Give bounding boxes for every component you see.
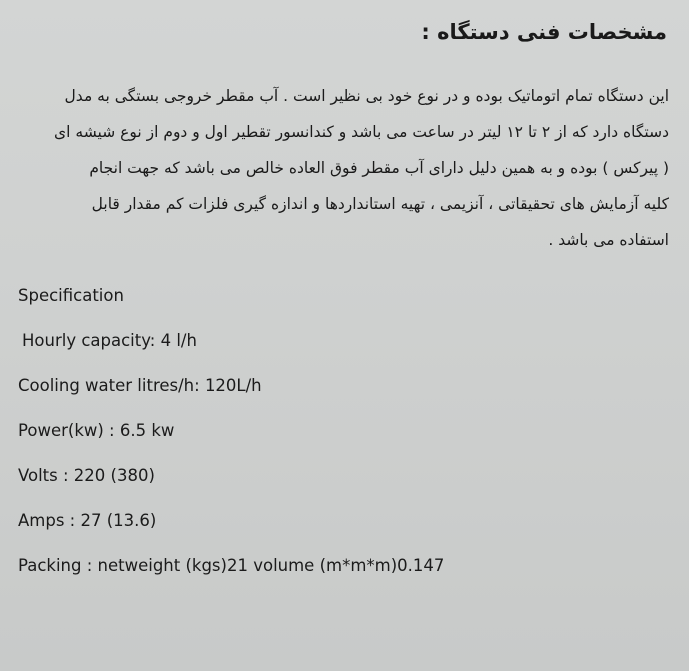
spec-cooling-water: Cooling water litres/h: 120L/h bbox=[18, 376, 262, 395]
spec-volts: Volts : 220 (380) bbox=[18, 466, 155, 485]
spec-hourly-capacity: Hourly capacity: 4 l/h bbox=[22, 331, 197, 350]
persian-line-3: ( پیرکس ) بوده و به همین دلیل دارای آب مقطر فوق العاده خالص می باشد که جهت انجام bbox=[89, 159, 669, 177]
specification-heading: Specification bbox=[18, 286, 124, 305]
persian-line-4: کلیه آزمایش های تحقیقاتی ، آنزیمی ، تهیه استانداردها و اندازه گیری فلزات کم مقدار قابل bbox=[91, 195, 669, 213]
spec-packing: Packing : netweight (kgs)21 volume (m*m*m)0.147 bbox=[18, 556, 445, 575]
persian-line-5: استفاده می باشد . bbox=[548, 231, 669, 249]
persian-paragraph bbox=[14, 78, 669, 258]
persian-line-2: دستگاه دارد که از ۲ تا ۱۲ لیتر در ساعت می باشد و کندانسور تقطیر اول و دوم از نوع شیشه ای bbox=[54, 123, 669, 141]
persian-line-1: این دستگاه تمام اتوماتیک بوده و در نوع خود بی نظیر است . آب مقطر خروجی بستگی به مدل bbox=[64, 87, 669, 105]
persian-title: مشخصات فنی دستگاه : bbox=[421, 20, 667, 44]
spec-power: Power(kw) : 6.5 kw bbox=[18, 421, 175, 440]
specification-section bbox=[18, 283, 668, 598]
spec-amps: Amps : 27 (13.6) bbox=[18, 511, 157, 530]
